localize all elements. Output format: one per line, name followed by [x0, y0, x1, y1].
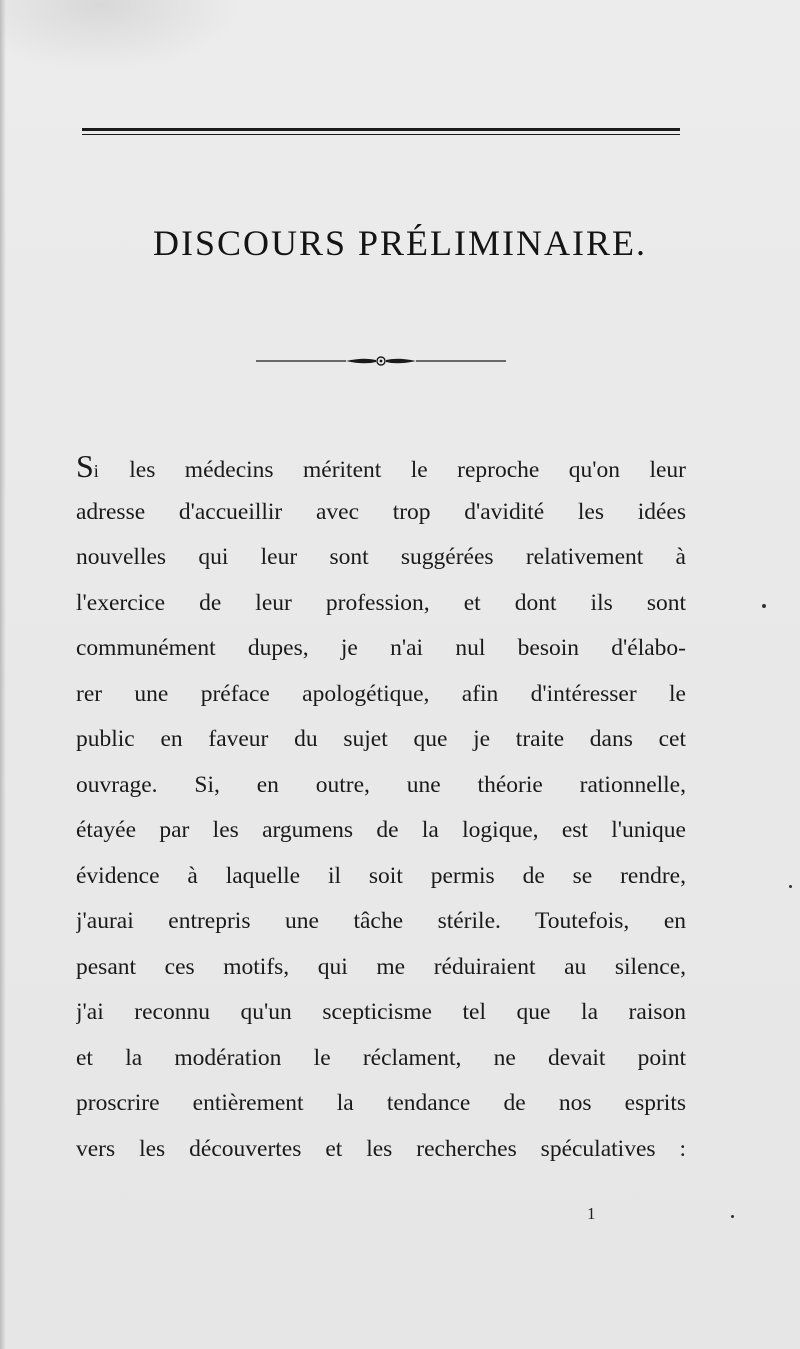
text-line-1 — [76, 444, 686, 490]
text-line: et la modération le réclament, ne devait point — [76, 1044, 686, 1071]
signature-mark: 1 — [587, 1204, 596, 1223]
title-ornament-rule — [256, 352, 506, 370]
text-line: rer une préface apologétique, afin d'intéresser le — [76, 680, 686, 707]
text-line: proscrire entièrement la tendance de nos esprits — [76, 1090, 686, 1116]
page-stain — [0, 0, 240, 70]
ink-speck — [789, 885, 792, 888]
drop-cap: S — [76, 448, 94, 484]
ink-speck — [762, 604, 766, 608]
text-line: étayée par les argumens de la logique, est l'unique — [76, 817, 686, 843]
text-line: l'exercice de leur profession, et dont ils sont — [76, 589, 686, 616]
text-line: évidence à laquelle il soit permis de se rendre, — [76, 862, 686, 889]
text-line: pesant ces motifs, qui me réduiraient au silence, — [76, 953, 686, 980]
text-line: ouvrage. Si, en outre, une théorie rationnelle, — [76, 771, 686, 798]
text-line: vers les découvertes et les recherches spéculatives : — [76, 1135, 686, 1162]
text-line: adresse d'accueillir avec trop d'avidité les idées — [76, 498, 686, 525]
text-line: j'ai reconnu qu'un scepticisme tel que la raison — [76, 999, 686, 1025]
text-line: nouvelles qui leur sont suggérées relativement à — [76, 544, 686, 570]
body-paragraph — [76, 444, 686, 1172]
text-line: j'aurai entrepris une tâche stérile. Toutefois, en — [76, 908, 686, 934]
header-double-rule — [82, 128, 680, 135]
text-line: communément dupes, je n'ai nul besoin d'élabo- — [76, 635, 686, 661]
drop-cap-continuation: i — [93, 461, 100, 481]
ink-speck — [731, 1215, 734, 1218]
page-edge-shadow — [0, 0, 6, 1349]
first-line-text: les médecins méritent le reproche qu'on leur — [99, 457, 686, 483]
text-line: public en faveur du sujet que je traite dans cet — [76, 726, 686, 752]
chapter-title: DISCOURS PRÉLIMINAIRE. — [152, 223, 648, 263]
